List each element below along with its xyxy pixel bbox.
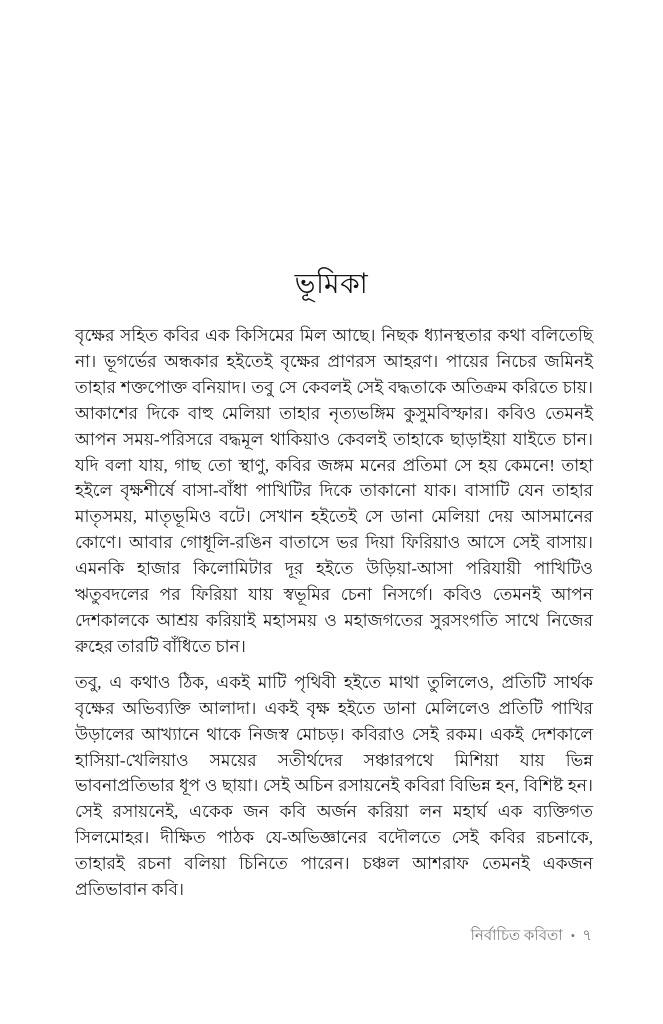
paragraph-1: বৃক্ষের সহিত কবির এক কিসিমের মিল আছে। নিছক ধ্যানস্থতার কথা বলিতেছি না। ভূগর্ভের অন্ধকার হইতেই বৃক্ষের প্রাণরস আহরণ। পায়ের নিচের জমিনই তাহার শক্তপোক্ত বনিয়াদ। তবু সে কেবলই সেই বদ্ধতাকে অতিক্রম করিতে চায়। আকাশের দিকে বাহু মেলিয়া তাহার নৃত্যভঙ্গিম কুসুমবিস্ফার। কবিও তেমনই আপন সময়-পরিসরে বদ্ধমূল থাকিয়াও কেবলই তাহাকে ছাড়াইয়া যাইতে চান। যদি বলা যায়, গাছ তো স্থাণু, কবির জঙ্গম মনের প্রতিমা সে হয় কেমনে! তাহা হইলে বৃক্ষশীর্ষে বাসা-বাঁধা পাখিটির দিকে তাকানো যাক। বাসাটি যেন তাহার মাতৃসময়, মাতৃভূমিও বটে। সেখান হইতেই সে ডানা মেলিয়া দেয় আসমানের কোণে। আবার গোধূলি-রঙিন বাতাসে ভর দিয়া ফিরিয়াও আসে সেই বাসায়। এমনকি হাজার কিলোমিটার দূর হইতে উড়িয়া-আসা পরিযায়ী পাখিটিও ঋতুবদলের পর ফিরিয়া যায় স্বভূমির চেনা নিসর্গে। কবিও তেমনই আপন দেশকালকে আশ্রয় করিয়াই মহাসময় ও মহাজগতের সুরসংগতি সাথে নিজের রুহের তারটি বাঁধিতে চান। <box>75 326 593 656</box>
paragraph-2: তবু, এ কথাও ঠিক, একই মাটি পৃথিবী হইতে মাথা তুলিলেও, প্রতিটি সার্থক বৃক্ষের অভিব্যক্তি আলাদা। একই বৃক্ষ হইতে ডানা মেলিলেও প্রতিটি পাখির উড়ালের আখ্যানে থাকে নিজস্ব মোচড়। কবিরাও সেই রকম। একই দেশকালে হাসিয়া-খেলিয়াও সময়ের সতীর্থদের সঞ্চারপথে মিশিয়া যায় ভিন্ন ভাবনাপ্রতিভার ধূপ ও ছায়া। সেই অচিন রসায়নেই কবিরা বিভিন্ন হন, বিশিষ্ট হন। সেই রসায়নেই, একেক জন কবি অর্জন করিয়া লন মহার্ঘ এক ব্যক্তিগত সিলমোহর। দীক্ষিত পাঠক যে-অভিজ্ঞানের বদৌলতে সেই কবির রচনাকে, তাহারই রচনা বলিয়া চিনিতে পারেন। চঞ্চল আশরাফ তেমনই একজন প্রতিভাবান কবি। <box>75 672 593 900</box>
footer-page-number: ৭ <box>582 928 592 944</box>
footer-book-title: নির্বাচিত কবিতা <box>470 928 563 944</box>
chapter-title: ভূমিকা <box>294 269 369 300</box>
bullet-separator-icon: • <box>570 928 576 943</box>
body-text <box>75 323 593 913</box>
page-footer <box>471 924 592 949</box>
